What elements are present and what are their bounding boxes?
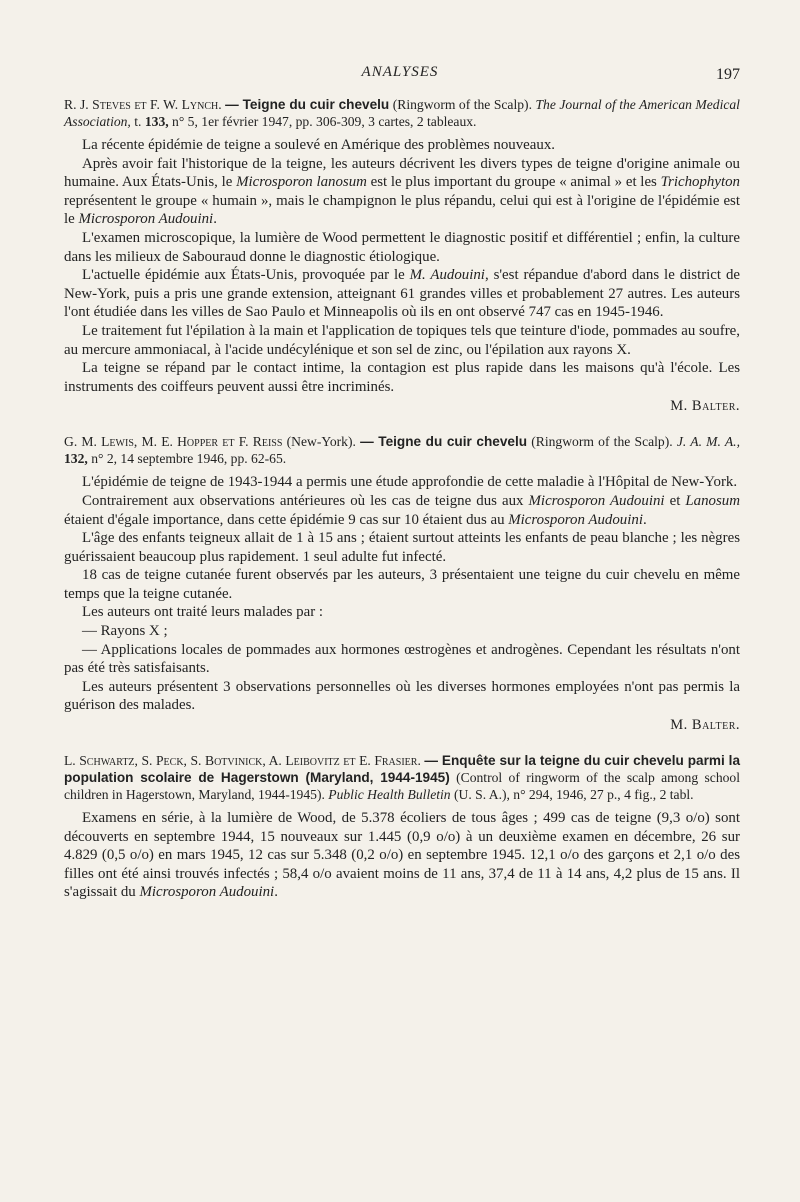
paragraph: Le traitement fut l'épilation à la main et l'application de topiques tels que teinture d'iode, pommades au soufre, au mercure ammoniacal, à l'acide undécylénique et son sel de zinc, ou l'épilation aux rayons X. [64,322,740,358]
citation-rest: n° 5, 1er février 1947, pp. 306-309, 3 cartes, 2 tableaux. [172,114,477,129]
citation-volume: 133, [144,114,169,129]
running-head: ANALYSES [361,64,439,80]
paragraph: — Applications locales de pommades aux hormones œstrogènes et androgènes. Cependant les résultats n'ont pas été très satisfaisants. [64,641,740,677]
citation-rest: (U. S. A.), n° 294, 1946, 27 p., 4 fig., 2 tabl. [454,787,694,803]
citation-authors: G. M. Lewis, M. E. Hopper et F. Reiss [64,434,283,450]
article-body [64,473,740,715]
citation-authors: R. J. Steves et F. W. Lynch. [64,97,222,112]
paragraph: Après avoir fait l'historique de la teigne, les auteurs décrivent les divers types de teigne d'origine animale ou humaine. Aux États-Unis, le Microsporon lanosum est le plus important du groupe « animal » et les Trichophyton représentent le groupe « humain », mais le champignon le plus répandu, celui qui est à l'origine de l'épidémie est le Microsporon Audouini. [64,155,740,228]
paragraph: 18 cas de teigne cutanée furent observés par les auteurs, 3 présentaient une teigne du cuir chevelu en même temps que la teigne cutanée. [64,567,740,602]
review-article-3 [64,752,740,902]
page-number: 197 [716,66,740,83]
citation-subtitle: (Control of ringworm of the scalp among school children in Hagerstown, Maryland, 1944-1945). [64,770,740,803]
citation-subtitle: (Ringworm of the Scalp). [392,97,532,112]
paragraph: Les auteurs présentent 3 observations personnelles où les diverses hormones employées n'ont pas permis la guérison des malades. [64,678,740,714]
italic-term: Microsporon Audouini [508,511,643,528]
italic-term: M. Audouini [409,267,485,284]
page-content [64,96,740,920]
signature: M. Balter. [670,398,740,415]
article-body [64,136,740,396]
article-body [64,809,740,902]
citation-journal: The Journal of the American Medical Association, [64,97,740,129]
citation-journal: Public Health Bulletin [328,787,451,803]
citation-location: (New-York). [286,434,356,450]
paragraph: L'épidémie de teigne de 1943-1944 a permis une étude approfondie de cette maladie à l'Hôpital de New-York. [82,474,738,491]
citation-volume: 132, [64,451,88,467]
signature: M. Balter. [670,717,740,734]
citation-volume-prefix: t. [134,114,142,129]
paragraph: Examens en série, à la lumière de Wood, de 5.378 écoliers de tous âges ; 499 cas de teigne (9,3 o/o) sont découverts en septembre 1944, 15 nouveaux sur 1.445 (0,9 o/o) à un deuxième examen en décembre, 26 sur 4.829 (0,5 o/o) en mars 1945, 12 cas sur 5.348 (0,2 o/o) en septembre 1945. 12,1 o/o des garçons et 2,1 o/o des filles ont été ainsi trouvés infectés ; 58,4 o/o avaient moins de 11 ans, 37,4 de 11 à 14 ans, 4,2 plus de 15 ans. Il s'agissait du Microsporon Audouini. [64,810,740,901]
paragraph: La récente épidémie de teigne a soulevé en Amérique des problèmes nouveaux. [82,137,556,153]
paragraph: Contrairement aux observations antérieures où les cas de teigne dus aux Microsporon Audouini et Lanosum étaient d'égale importance, dans cette épidémie 9 cas sur 10 étaient dus au Microsporon Audouini. [64,492,740,528]
citation [64,96,740,130]
review-article-2 [64,433,740,734]
italic-term: Trichophyton [660,174,740,191]
paragraph: L'actuelle épidémie aux États-Unis, provoquée par le M. Audouini, s'est répandue d'abord dans le district de New-York, puis a pris une grande extension, atteignant 61 grandes villes et probablement 27 autres. Les auteurs l'ont étudiée dans les villes de Sao Paulo et Minneapolis où ils en ont observé 747 cas en 1945-1946. [64,267,740,321]
citation-subtitle: (Ringworm of the Scalp). [531,434,673,450]
italic-term: Microsporon Audouini [78,211,214,228]
citation-rest: n° 2, 14 septembre 1946, pp. 62-65. [91,451,287,467]
citation-authors: L. Schwartz, S. Peck, S. Botvinick, A. Leibovitz et E. Frasier. [64,753,421,769]
paragraph: La teigne se répand par le contact intime, la contagion est plus rapide dans les maisons qu'à l'école. Les instruments des coiffeurs peuvent aussi être incriminés. [64,360,740,395]
page-header [60,64,740,88]
citation-title: — Enquête sur la teigne du cuir chevelu parmi la population scolaire de Hagerstown (Maryland, 1944-1945) [64,753,740,786]
review-article-1 [64,96,740,415]
italic-term: Microsporon Audouini [139,884,275,901]
citation-journal: J. A. M. A., [676,434,740,450]
paragraph: Les auteurs ont traité leurs malades par : [82,604,324,621]
citation [64,752,740,803]
citation-title: — Teigne du cuir chevelu [360,434,528,450]
paragraph: L'âge des enfants teigneux allait de 1 à 15 ans ; étaient surtout atteints les enfants de peau blanche ; les nègres guérissaient beaucoup plus rapidement. 1 seul adulte fut infecté. [64,530,740,565]
italic-term: Lanosum [685,492,740,509]
italic-term: Microsporon lanosum [236,174,367,191]
paragraph: L'examen microscopique, la lumière de Wood permettent le diagnostic positif et différentiel ; enfin, la culture dans les milieux de Sabouraud donne le diagnostic étiologique. [64,229,740,265]
italic-term: Microsporon Audouini [528,492,665,509]
citation-title: — Teigne du cuir chevelu [225,97,390,112]
paragraph: — Rayons X ; [82,623,168,640]
citation [64,433,740,467]
